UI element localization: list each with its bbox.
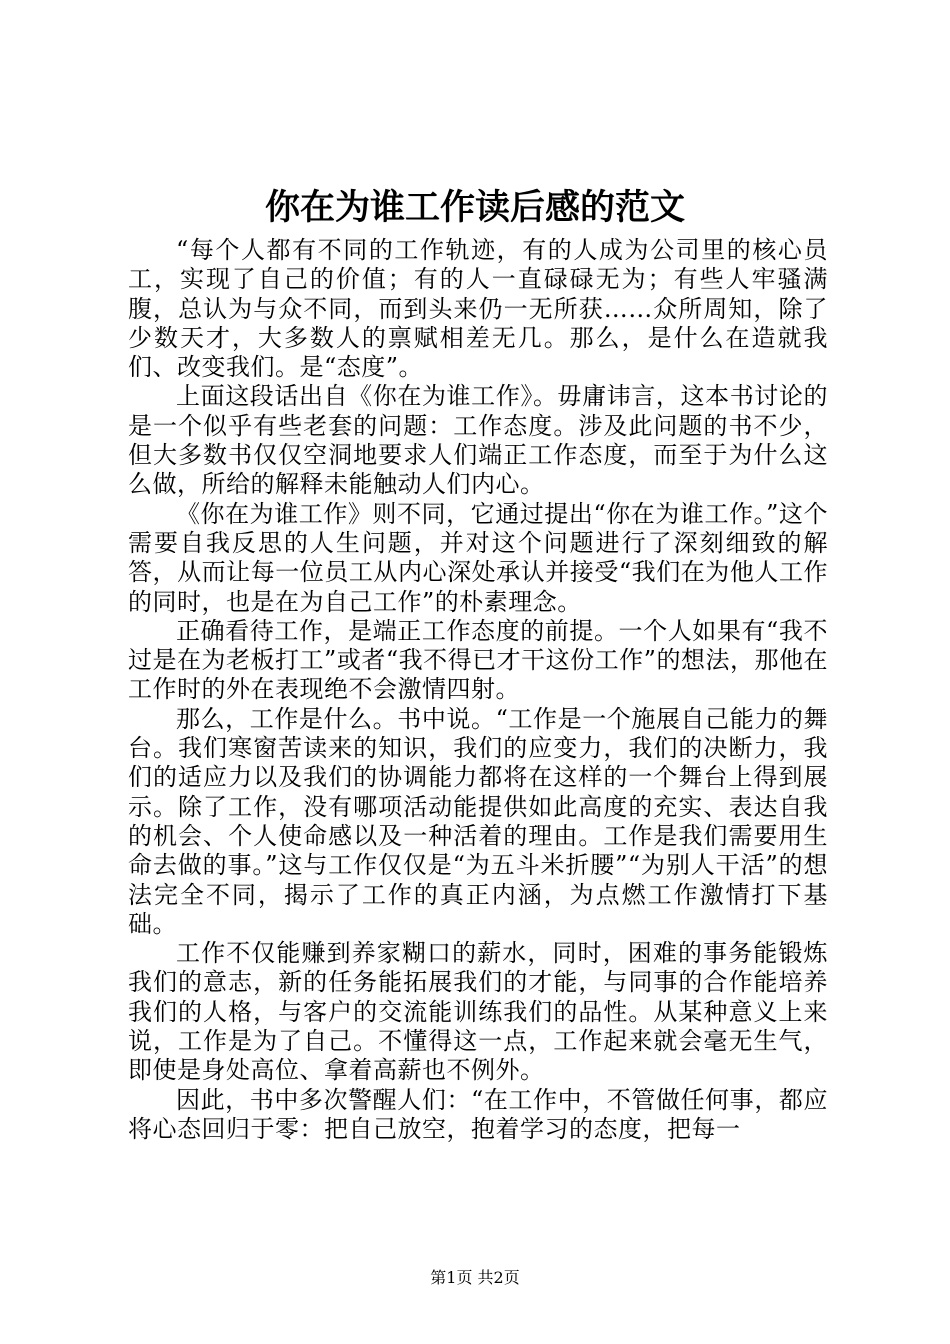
document-title: 你在为谁工作读后感的范文 <box>264 187 685 228</box>
paragraph-2: 上面这段话出自《你在为谁工作》。毋庸讳言，这本书讨论的是一个似乎有些老套的问题：工作态度。涉及此问题的书不少，但大多数书仅仅空洞地要求人们端正工作态度，而至于为什么这么做，所给的解释未能触动人们内心。 <box>128 382 828 499</box>
page-footer: 第1页 共2页 <box>430 1268 520 1287</box>
paragraph-7: 因此，书中多次警醒人们：“在工作中，不管做任何事，都应将心态回归于零：把自己放空，抱着学习的态度，把每一 <box>128 1085 828 1143</box>
paragraph-1: “每个人都有不同的工作轨迹，有的人成为公司里的核心员工，实现了自己的价值；有的人一直碌碌无为；有些人牢骚满腹，总认为与众不同，而到头来仍一无所获……众所周知，除了少数天才，大多数人的禀赋相差无几。那么，是什么在造就我们、改变我们。是“态度”。 <box>128 236 828 382</box>
paragraph-5: 那么，工作是什么。书中说。“工作是一个施展自己能力的舞台。我们寒窗苦读来的知识，我们的应变力，我们的决断力，我们的适应力以及我们的协调能力都将在这样的一个舞台上得到展示。除了工作，没有哪项活动能提供如此高度的充实、表达自我的机会、个人使命感以及一种活着的理由。工作是我们需要用生命去做的事。”这与工作仅仅是“为五斗米折腰”“为别人干活”的想法完全不同，揭示了工作的真正内涵，为点燃工作激情打下基础。 <box>128 704 828 938</box>
paragraph-6: 工作不仅能赚到养家糊口的薪水，同时，困难的事务能锻炼我们的意志，新的任务能拓展我们的才能，与同事的合作能培养我们的人格，与客户的交流能训练我们的品性。从某种意义上来说，工作是为了自己。不懂得这一点，工作起来就会毫无生气，即使是身处高位、拿着高薪也不例外。 <box>128 939 828 1085</box>
document-body <box>128 236 828 1144</box>
paragraph-3: 《你在为谁工作》则不同，它通过提出“你在为谁工作。”这个需要自我反思的人生问题，并对这个问题进行了深刻细致的解答，从而让每一位员工从内心深处承认并接受“我们在为他人工作的同时，也是在为自己工作”的朴素理念。 <box>128 499 828 616</box>
paragraph-4: 正确看待工作，是端正工作态度的前提。一个人如果有“我不过是在为老板打工”或者“我不得已才干这份工作”的想法，那他在工作时的外在表现绝不会激情四射。 <box>128 616 828 704</box>
